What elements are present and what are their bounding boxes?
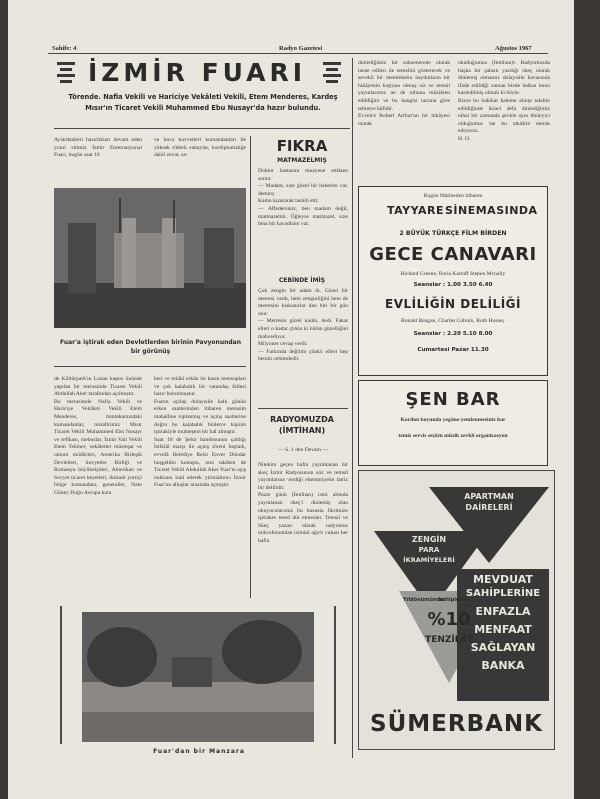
bank-t7: sahiplerine (439, 597, 471, 603)
fikra-text1: Doktor hastasını muayene ettikten sonra: — Madam, size güzel bir haberim var, deminç Kadın kızararak tashih etti: — Affedersiniz, ben madam değil, matmazelim. Öğleyse matmazel, size fena bir havadisim var. (258, 168, 348, 228)
issue-date: Ağustos 1967 (495, 45, 532, 52)
photo2-border-left (60, 606, 62, 744)
fair-col2b-text: keri ve mülkî erkân ile basın mensupları ve çok kalabalık bir vatandaş kitlesi hazır bulunmuştur. Fuarın açılışı dolayısile halk günün erken saatlerinden itibaren merasim mahalline toplanmış ve açılış saatlerine doğru bu kalabalık binlerce kişinin iştirakiyle muhteşem bir hal almıştır. Saat 18 de Şehir bandosunun çaldığı İstiklâl marşı ile açılış töreni başladı, evvelâ Belediye Reisi Enver Dündar hoşgeldin konuştu, onu takiben de Ticaret Vekili Abdullah Aker Fuar'ın açış nutkunu irad ederek yirmialtıncı İzmir Fuar'ını alkışlar arasında açmıştır. (154, 376, 246, 489)
cinema-name2: SİNEMASINDA (445, 204, 538, 217)
cinema-line: 2 BÜYÜK TÜRKÇE FİLM BİRDEN (399, 230, 507, 237)
pavilion-photo (54, 188, 246, 328)
bank-t5: İKRAMİYELERİ (403, 556, 455, 564)
bank-t8: %10 (427, 609, 471, 630)
bank-b5: SAĞLAYAN (470, 641, 536, 654)
column-divider-1 (250, 136, 251, 598)
matinee-times: Cumartesi Pazar 11.30 (417, 347, 489, 353)
radio-text: Nitekim geçen hafta yayımlanan bir skeç İzmir Radyosunun söz ve temsil yayımlarına verdiği ehemmiyetin bariz bir delilidir. Pazar günü (İmtihan) ismi altında yayınlanan skeç'i dinlemiş olan okuyucularımız bu hususta fikrimize iştirakte tered düt etmezler. Temsil ve Skeç yazarı olarak radyomuz mikrofonundan isimini ağırlı vukarı her hafta (258, 462, 348, 544)
paper-name: Radyo Gazetesi (279, 45, 323, 52)
bank-b6: BANKA (481, 659, 525, 672)
film1-times: Seanslar : 1.00 3.50 6.40 (413, 282, 493, 288)
fikra-text2: Çok zengin bir adam dı. Güzel bir metresi vardı, hem zenginliğini hem de metresini kıskanırlar dan biri bir gün onu: — Metresin güzel kadın, dedi. Fakat elleri o kadar çirkin ki bütün güzelliğini mahvediyor. Milyoner cevap verdi. — Farkında değilim çünkü elleri hep benim cebimdedir. (258, 288, 348, 363)
bar-ad (358, 380, 548, 466)
bar-line1: Kordon boyunda yegâne yemlenmesiniz bar (400, 417, 506, 423)
page-number: Sahife: 4 (52, 45, 77, 52)
fair-view-caption: Fuar'dan bir Manzara (153, 748, 245, 755)
bank-b3: ENFAZLA (475, 605, 531, 618)
fair-col1b-text: de Kültürpark'ın Lozan kapısı önünde yapılan bir merasimle Ticaret Vekili Abdullah Aker tarafından açılmıştır. Bu merasimde Nafia Vekili ve Hariciye Vekâleti Vekili Etem Menderes, mıntakamızdaki kumandanlar, misafirimiz Mısır Ticaret Vekili Muhammed Ebu Nusayr ve refikası, mebuslar, İzmir Vali Vekili Etem Tekiner, vekâletler müsteşar ve umum müdürleri, Amerika Birleşik Devletleri, Sovyetler Birliği ve Romanya büyükelçileri, Amerikan ve Sovyet ticaret heyetleri, iktisadi yurtiçi bölge kumandanı, generaller, Nato Güney Doğu Avrupa kara (54, 376, 142, 496)
fikra-rule (258, 408, 348, 409)
col4-top-text: okuduğumuz (İmtihan)'ı Radyomuzda başka bir şahsın yazdığı skeç olarak dinlemiş olmamız dolayısile havasında ifade edildiği zaman bizde halkın bunu kastedilmiş olmalı ki böyle. Bizce bu hakikat kaleme alınıp takdim edildiğinde ikinci defa dinlediğimiz nihai bir zamanda şevkle aynı dinleyici olduğumuz ise bu takdirle merak ediyoruz. H. O. (458, 60, 550, 142)
bank-b1: MEVDUAT (473, 573, 533, 586)
bank-t9: TENZİLÂT (425, 635, 473, 645)
fikra-sub1: MATMAZELMIŞ (277, 157, 327, 164)
ornament-left-icon (56, 60, 76, 84)
newspaper-page (8, 0, 574, 799)
bank-t4: PARA (418, 546, 440, 554)
bank-b4: MENFAAT (474, 623, 532, 636)
sumerbank-ad (358, 470, 555, 750)
fikra-title: FIKRA (276, 137, 328, 155)
header-rule (48, 53, 548, 54)
ornament-right-icon (322, 60, 342, 84)
cinema-top-line: Bugün Matineden itibaren (423, 193, 483, 199)
bank-name: SÜMERBANK (370, 711, 543, 737)
fair-subtitle: Törende. Nafia Vekili ve Hariciye Vekâleti Vekili, Etem Menderes, Kardeş Mısır'ın Ticaret Vekili Muhammed Ebu Nusayr'da hazır bulundu. (68, 93, 338, 112)
title-rule (54, 128, 350, 129)
column-divider-2 (352, 58, 353, 758)
cinema-name: TAYYARE (387, 204, 444, 217)
fair-col2-text: ve hava kuvvetleri kumandanları ile yüksek rütbeli subaylar, kordiplomatiğe dahil zevat, sa- (154, 137, 246, 159)
bar-line2: temiz servis seçkin müzik zevkli organizasyon (398, 433, 508, 439)
bank-t1: APARTMAN (464, 492, 514, 501)
bank-b2: SAHİPLERİNE (465, 588, 541, 599)
film1-cast: Richard Greene, Boris Karloff Stepen Mcnally (400, 271, 506, 277)
col3-top-text: dinlediğimiz bir sahnenerede olarak lanse edilen ile temelini gösterecek ve sevekli bir memleketin haydutların bir hikâyenin kopyası olmuş siz ve temsil yayınlarımız ne de ruhuna müzikten edildiğini ve bu hangisi tarzına göre telmeye kâfidir. Evvelce Robert Arthur'un bir hikâyesi olarak (358, 60, 450, 127)
pavilion-caption: Fuar'a iştirak eden Devletlerden birinin Pavyonundan bir görünüş (60, 339, 241, 355)
fair-col1-text: Aylardanberi hazırlıkları devam eden yıınıi sitimiz İzmir Enternasyonal Fuarı, bugün saat 18 (54, 137, 142, 159)
film2-title: EVLİLİĞİN DELİLİĞİ (385, 297, 521, 311)
bank-t6: Yıldönümünde (403, 597, 444, 603)
bank-t2: DAİRELERİ (465, 503, 513, 512)
film2-times: Seanslar : 2.20 5.10 8.00 (413, 331, 493, 337)
fair-view-photo (82, 612, 314, 742)
photo2-border-right (334, 606, 336, 744)
bank-t3: ZENGİN (411, 535, 447, 544)
radio-continued: — S. 1 den Devam — (278, 447, 328, 453)
caption-rule (54, 366, 246, 367)
film2-cast: Ronald Reagan, Charles Coburn, Ruth Hussey (401, 318, 505, 324)
bar-name: ŞEN BAR (405, 389, 501, 410)
film1-title: GECE CANAVARI (369, 244, 537, 265)
fair-title: İZMİR FUARI (88, 58, 307, 87)
cinema-ad (358, 186, 548, 376)
radio-title: RADYOMUZDA (İMTİHAN) (270, 415, 334, 435)
fikra-sub2: CEBİNDE İMİŞ (278, 277, 326, 284)
